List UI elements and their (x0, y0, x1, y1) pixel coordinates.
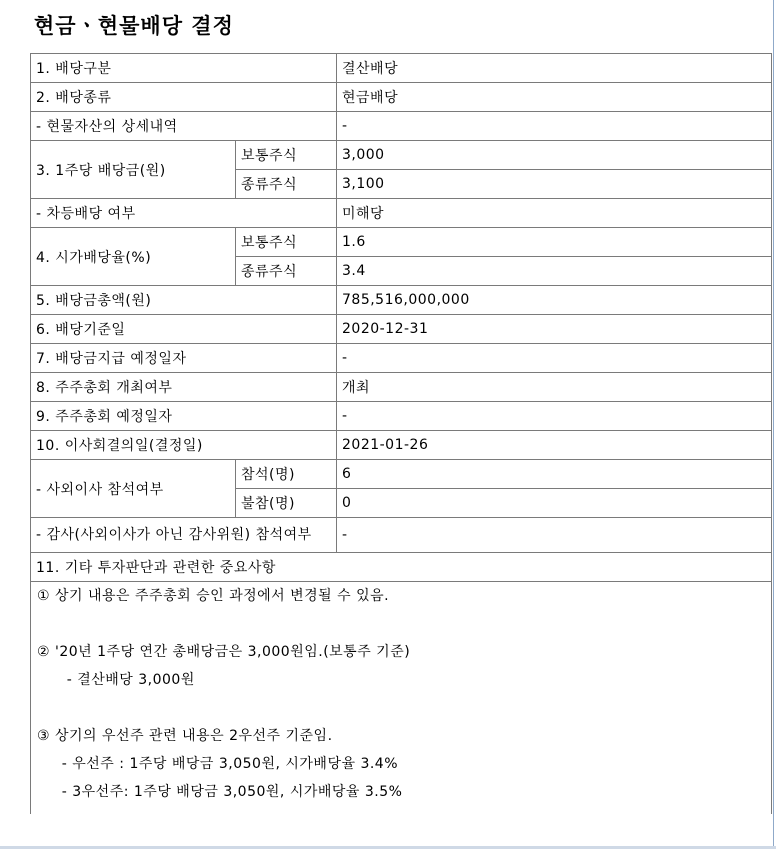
table-row (31, 199, 772, 228)
dividend-type-value: 결산배당 (337, 54, 772, 83)
table-row (31, 112, 772, 141)
table-row (31, 402, 772, 431)
table-row (31, 553, 772, 582)
table-row (31, 54, 772, 83)
dividend-kind-label: 2. 배당종류 (31, 83, 337, 112)
yield-common-value: 1.6 (337, 228, 772, 257)
dps-label: 3. 1주당 배당금(원) (31, 141, 236, 199)
other-matters-label: 11. 기타 투자판단과 관련한 중요사항 (31, 553, 772, 582)
dividend-type-label: 1. 배당구분 (31, 54, 337, 83)
note-line: - 결산배당 3,000원 (37, 672, 195, 688)
yield-preferred-value: 3.4 (337, 257, 772, 286)
audit-attendance-value: - (337, 518, 772, 553)
dividend-yield-label: 4. 시가배당율(%) (31, 228, 236, 286)
dps-preferred-value: 3,100 (337, 170, 772, 199)
audit-attendance-label: - 감사(사외이사가 아닌 감사위원) 참석여부 (31, 518, 337, 553)
table-row (31, 373, 772, 402)
total-dividend-label: 5. 배당금총액(원) (31, 286, 337, 315)
record-date-value: 2020-12-31 (337, 315, 772, 344)
differential-dividend-value: 미해당 (337, 199, 772, 228)
table-row (31, 83, 772, 112)
dps-common-value: 3,000 (337, 141, 772, 170)
payment-date-label: 7. 배당금지급 예정일자 (31, 344, 337, 373)
dividend-kind-value: 현금배당 (337, 83, 772, 112)
inkind-detail-value: - (337, 112, 772, 141)
present-label: 참석(명) (236, 460, 337, 489)
absent-value: 0 (337, 489, 772, 518)
agm-held-value: 개최 (337, 373, 772, 402)
note-line: - 3우선주: 1주당 배당금 3,050원, 시가배당율 3.5% (37, 784, 403, 800)
yield-preferred-label: 종류주식 (236, 257, 337, 286)
note-line: ③ 상기의 우선주 관련 내용은 2우선주 기준임. (37, 728, 333, 744)
table-row (31, 228, 772, 257)
differential-dividend-label: - 차등배당 여부 (31, 199, 337, 228)
page-title: 현금ㆍ현물배당 결정 (34, 14, 234, 38)
dps-common-label: 보통주식 (236, 141, 337, 170)
inkind-detail-label: - 현물자산의 상세내역 (31, 112, 337, 141)
table-row (31, 344, 772, 373)
present-value: 6 (337, 460, 772, 489)
board-resolution-value: 2021-01-26 (337, 431, 772, 460)
agm-held-label: 8. 주주총회 개최여부 (31, 373, 337, 402)
board-resolution-label: 10. 이사회결의일(결정일) (31, 431, 337, 460)
table-row (31, 460, 772, 489)
outside-director-label: - 사외이사 참석여부 (31, 460, 236, 518)
note-line: ① 상기 내용은 주주총회 승인 과정에서 변경될 수 있음. (37, 588, 390, 604)
table-row (31, 431, 772, 460)
table-row (31, 582, 772, 815)
yield-common-label: 보통주식 (236, 228, 337, 257)
other-matters-notes (31, 582, 772, 815)
table-row (31, 141, 772, 170)
record-date-label: 6. 배당기준일 (31, 315, 337, 344)
agm-date-value: - (337, 402, 772, 431)
table-row (31, 315, 772, 344)
dividend-table (30, 53, 772, 814)
note-line: - 우선주 : 1주당 배당금 3,050원, 시가배당율 3.4% (37, 756, 399, 772)
dps-preferred-label: 종류주식 (236, 170, 337, 199)
table-row (31, 286, 772, 315)
table-row (31, 518, 772, 553)
note-line: ② '20년 1주당 연간 총배당금은 3,000원임.(보통주 기준) (37, 644, 411, 660)
payment-date-value: - (337, 344, 772, 373)
total-dividend-value: 785,516,000,000 (337, 286, 772, 315)
window-border-right (773, 0, 774, 849)
absent-label: 불참(명) (236, 489, 337, 518)
agm-date-label: 9. 주주총회 예정일자 (31, 402, 337, 431)
